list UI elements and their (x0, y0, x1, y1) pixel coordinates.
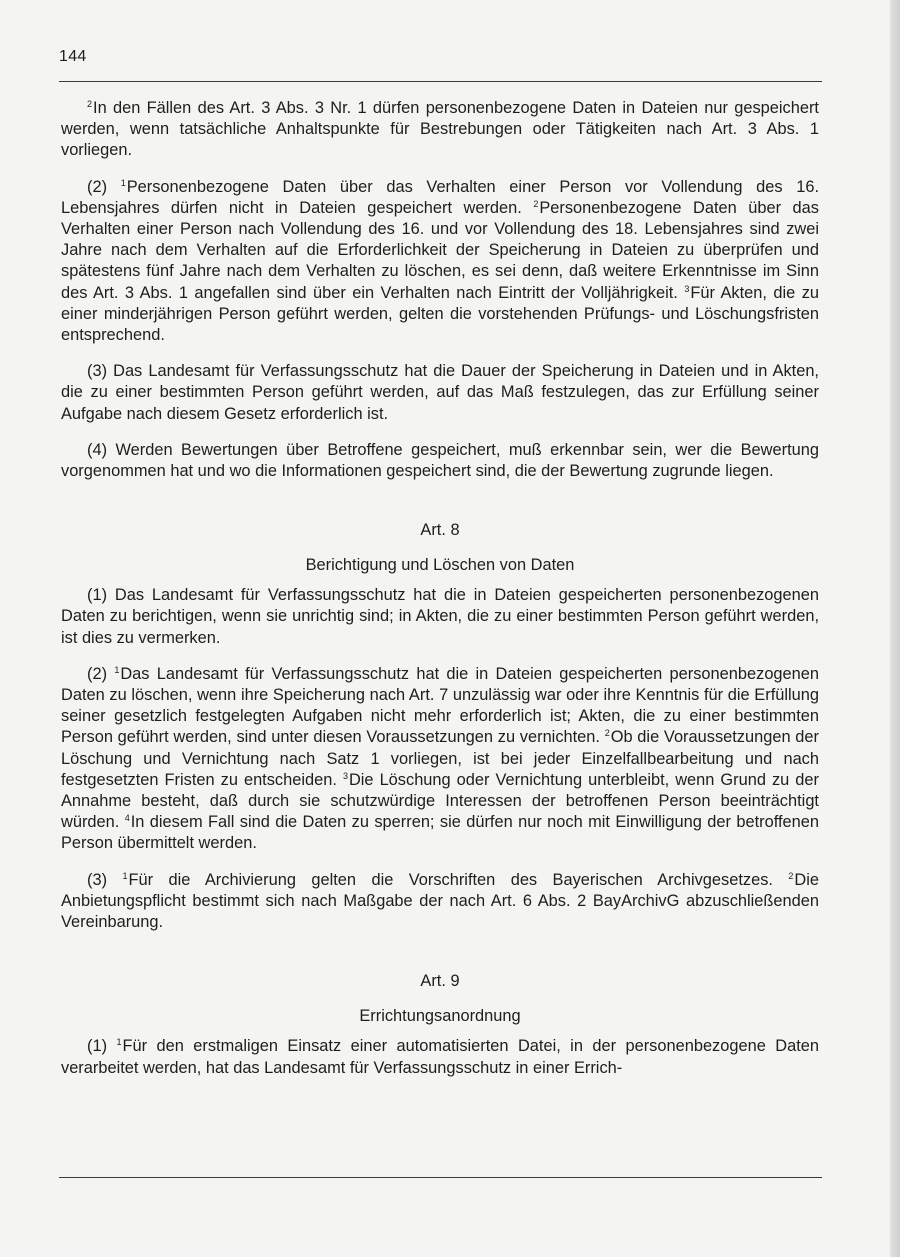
text-run: In diesem Fall sind die Daten zu sperren; sie dürfen nur noch mit Einwilligung der betroffenen Person übermittelt werden. (61, 813, 819, 853)
sentence-number: 3 (342, 770, 348, 781)
text-run: In den Fällen des Art. 3 Abs. 3 Nr. 1 dürfen personenbezogene Daten in Dateien nur gespeichert werden, wenn tatsächliche Anhaltspunkte für Bestrebungen oder Tätigkeiten nach Art. 3 Abs. 1 vorliegen. (61, 99, 819, 160)
sentence-number: 1 (114, 664, 120, 675)
sentence-number: 1 (116, 1037, 122, 1048)
text-run: Das Landesamt für Verfassungsschutz hat die in Dateien gespeicherten personenbezogenen Daten zu löschen, wenn ihre Speicherung nach Art. 7 unzulässig war oder ihre Kenntnis für die Erfüllung seiner gesetzlich festgelegten Aufgaben nicht mehr erforderlich ist; Akten, die zu einer bestimmten Person geführt werden, sind unter diesen Voraussetzungen zu vernichten. (61, 664, 820, 747)
article-8-body (61, 585, 819, 933)
text-run: Für die Archivierung gelten die Vorschriften des Bayerischen Archivgesetzes. (128, 870, 789, 889)
paragraph (61, 1036, 819, 1078)
text-run: Für den erstmaligen Einsatz einer automatisierten Datei, in der personenbezogene Daten verarbeitet werden, hat das Landesamt für Verfassungsschutz in einer Errich- (61, 1037, 819, 1077)
paragraph (61, 98, 819, 162)
footer-rule (59, 1177, 822, 1178)
sentence-number: 2 (533, 198, 539, 209)
paragraph (61, 361, 819, 425)
sentence-number: 2 (87, 99, 93, 109)
sentence-number: 4 (124, 813, 130, 824)
text-run: (3) (87, 870, 123, 889)
text-run: (1) Das Landesamt für Verfassungsschutz hat die in Dateien gespeicherten personenbezogenen Daten zu berichtigen, wenn sie unrichtig sind; in Akten, die zu einer bestimmten Person geführt werden, ist dies zu vermerken. (61, 586, 819, 647)
article-9-body (61, 1036, 819, 1078)
paragraph (61, 870, 819, 934)
paragraph (61, 585, 819, 649)
text-run: (4) Werden Bewertungen über Betroffene gespeichert, muß erkennbar sein, wer die Bewertung vorgenommen hat und wo die Informationen gespeichert sind, die der Bewertung zugrunde liegen. (61, 440, 819, 481)
text-run: (1) (87, 1037, 117, 1056)
text-run: Die Anbietungspflicht bestimmt sich nach Maßgabe der nach Art. 6 Abs. 2 BayArchivG abzuschließenden Vereinbarung. (61, 870, 819, 932)
article-8-label: Art. 8 (420, 521, 460, 540)
text-run: Ob die Voraussetzungen der Löschung und Vernichtung nach Satz 1 vorliegen, ist bei jeder Einzelfallbearbeitung und nach festgesetzten Fristen zu entscheiden. (61, 728, 819, 789)
text-run: (2) (87, 664, 115, 683)
text-run: Personenbezogene Daten über das Verhalten einer Person nach Vollendung des 16. und vor Vollendung des 18. Lebensjahres sind zwei Jahre nach dem Verhalten auf die Erforderlichkeit der Speicherung in Dateien zu überprüfen und spätestens fünf Jahre nach dem Verhalten zu löschen, es sei denn, daß weitere Erkenntnisse im Sinn des Art. 3 Abs. 1 angefallen sind über ein Verhalten nach Eintritt der Volljährigkeit. (61, 198, 819, 302)
page-number: 144 (59, 48, 87, 65)
page-edge-shadow (890, 0, 900, 1257)
paragraph (61, 440, 819, 482)
text-run: Personenbezogene Daten über das Verhalten einer Person vor Vollendung des 16. Lebensjahres dürfen nicht in Dateien gespeichert werden. (61, 177, 820, 217)
sentence-number: 2 (604, 728, 610, 739)
sentence-number: 2 (788, 870, 794, 881)
text-run: Die Löschung oder Vernichtung unterbleibt, wenn Grund zu der Annahme besteht, daß durch sie schutzwürdige Interessen der betroffenen Person beeinträchtigt würden. (61, 770, 819, 832)
text-run: (3) Das Landesamt für Verfassungsschutz hat die Dauer der Speicherung in Dateien und in Akten, die zu einer bestimmten Person geführt werden, auf das Maß festzulegen, das zur Erfüllung seiner Aufgabe nach diesem Gesetz erforderlich ist. (61, 362, 819, 423)
paragraphs-top (61, 98, 819, 482)
sentence-number: 3 (684, 283, 690, 294)
article-8-title: Berichtigung und Löschen von Daten (305, 556, 575, 575)
paragraph (61, 664, 819, 855)
sentence-number: 1 (122, 870, 128, 881)
header-rule (59, 81, 822, 82)
article-9-title: Errichtungsanordnung (359, 1007, 521, 1026)
text-run: Für Akten, die zu einer minderjährigen Person geführt werden, gelten die vorstehenden Prüfungs- und Löschungsfristen entsprechend. (61, 283, 819, 345)
paragraph (61, 177, 819, 347)
page-content (61, 98, 819, 1079)
text-run: (2) (87, 177, 121, 196)
sentence-number: 1 (120, 177, 126, 188)
article-9-label: Art. 9 (420, 972, 460, 991)
